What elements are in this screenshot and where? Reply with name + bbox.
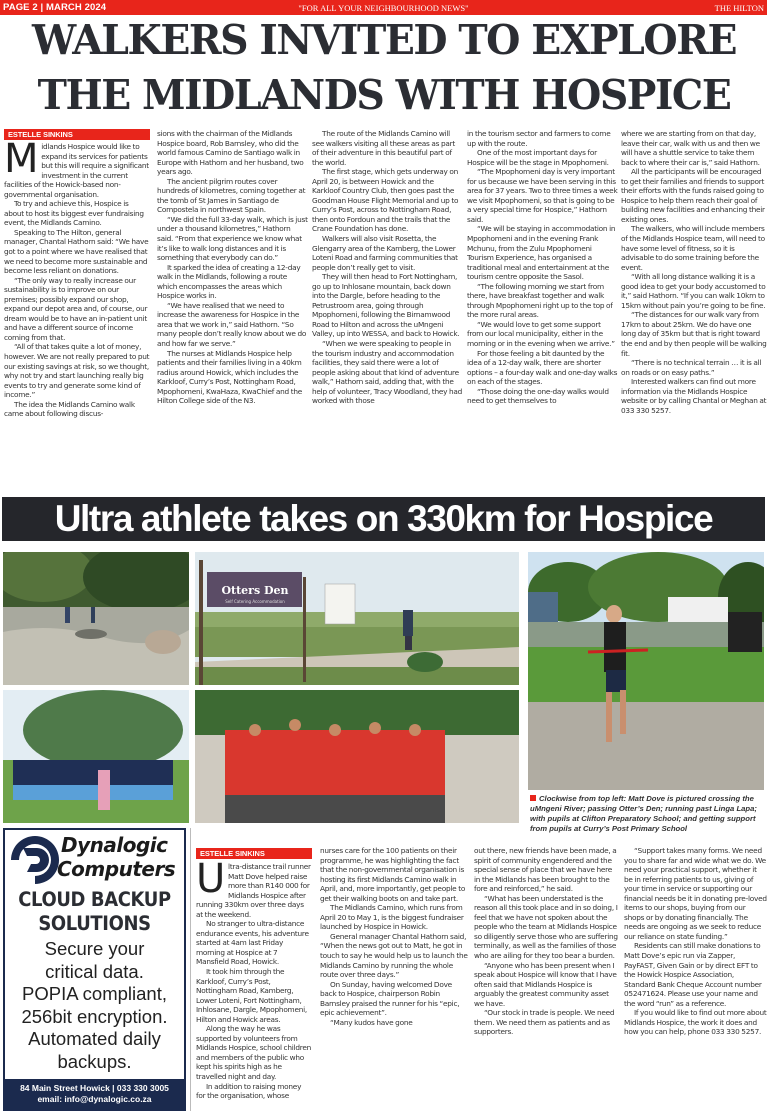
photo-linga-lapa (528, 552, 764, 790)
story2-headline: Ultra athlete takes on 330km for Hospice (2, 497, 765, 541)
otters-den-image (195, 552, 519, 685)
advert-address-phone: 84 Main Street Howick | 033 330 3005 (20, 1083, 169, 1093)
page-date: PAGE 2 | MARCH 2024 (3, 2, 107, 13)
advert-headline-2: SOLUTIONS (38, 912, 151, 935)
paragraph: “Many kudos have gone (330, 1017, 413, 1027)
paragraph: The route of the Midlands Camino will see walkers visiting all these areas as part of their adventure in this beautiful part of the world. (312, 129, 456, 167)
advert-body: Secure your critical data. POPIA compliant, 256bit encryption. Automated daily backups. (21, 938, 168, 1072)
paragraph: “We did the full 33-day walk, which is just under a thousand kilometres,” Hathorn said. “From that experience we know what it’s like to walk long distances and it is something that everybody can do.” (157, 214, 308, 263)
paragraph: If you would like to find out more about Midlands Hospice, the work it does and how you can help, phone 033 330 5257. (624, 1008, 767, 1037)
paragraph: It took him through the Karkloof, Curry’s Post, Nottingham Road, Kamberg, Lower Loteni, Fort Nottingham, Inhlosane, Dargle, Mpophomeni, Hilton and Howick areas. (196, 967, 308, 1024)
brand-line-2: Computers (57, 857, 176, 881)
paragraph: “Our stock in trade is people. We need them. We need them as patients and as supporters. (474, 1008, 615, 1037)
paper-name: THE HILTON (714, 2, 764, 13)
advert-contact-footer (5, 1079, 184, 1109)
paragraph: The nurses at Midlands Hospice help patients and their families living in a 40km radius around Howick, which includes the Karkloof, Curry’s Post, Nottingham Road, Mpophomeni, KwaHaza, KwaChief and the Hilton College side of the N3. (157, 348, 303, 406)
paragraph: Along the way he was supported by volunteers from Midlands Hospice, school children and members of the public who kept his spirits high as he travelled night and day. (196, 1024, 312, 1082)
story1-column-5 (621, 129, 767, 496)
paragraph: “We have realised that we need to increase the awareness for Hospice in the area that we work in,” said Hathorn. “So many people don’t really know about we do and how far we serve.” (157, 300, 307, 349)
story1-byline: ESTELLE SINKINS (4, 129, 150, 140)
photo-river-crossing (3, 552, 189, 685)
caption-marker-icon (530, 795, 536, 801)
paragraph: It sparked the idea of creating a 12-day walk in the Midlands, following a route which encompasses the areas which Hospice works in. (157, 262, 301, 301)
paragraph: Speaking to The Hilton, general manager, Chantal Hathorn said: “We have got to a point where we have realised that we need to become more sustainable and become less reliant on donations. (4, 227, 149, 276)
paragraph: Interested walkers can find out more information via the Midlands Hospice website or by calling Chantal or Meghan at 033 330 5257. (621, 377, 767, 415)
story1-column-3 (312, 129, 463, 496)
brand-line-1: Dynalogic (61, 833, 168, 857)
paragraph: No stranger to ultra-distance endurance events, his adventure started at 4am last Friday morning at Hospice at 7 Mansfield Road, Howick. (196, 919, 309, 967)
paragraph: sions with the chairman of the Midlands Hospice board, Rob Barnsley, who did the world famous Camino de Santiago walk in Europe with Hathorn and her husband, two years ago. (157, 129, 304, 177)
paragraph: The Midlands Camino, which runs from April 20 to May 1, is the biggest fundraiser launched by Hospice in Howick. (320, 903, 464, 932)
paragraph: For those feeling a bit daunted by the idea of a 12-day walk, there are shorter options – a four-day walk and one-day walks on each of the stages. (467, 348, 618, 387)
dynalogic-advert[interactable] (3, 828, 186, 1111)
svg-text:Self Catering Accommodation: Self Catering Accommodation (225, 599, 285, 604)
linga-lapa-image (528, 552, 764, 790)
currys-post-pupils-image (195, 690, 519, 823)
paragraph: They will then head to Fort Nottingham, go up to Inhlosane mountain, back down into the Dargle, before heading to the Petrustroom area, going through Mpophomeni, following the Birnamwood Road to Hilton and across the uMngeni Valley, up into WESSA, and back to Howick. (312, 272, 460, 339)
paragraph: “Anyone who has been present when I speak about Hospice will know that I have often said that Midlands Hospice is arguably the greatest community asset we have. (474, 960, 617, 1008)
paragraph: General manager Chantal Hathorn said, “When the news got out to Matt, he got in touch to say he would help us to launch the Midlands Camino by running the whole route over three days.” (320, 931, 468, 980)
paragraph: “All of that takes quite a lot of money, however. We are not really prepared to put our existing savings at risk, so we thought, why not try and start launching really big events to try and generate some kind of income.” (4, 342, 150, 400)
paragraph: “The Mpophomeni day is very important for us because we have been serving in this area for 37 years. Two to three times a week we visit Mpophomeni, so that is going to be a very special time for Hospice,” Hathorn said. (467, 167, 618, 224)
svg-text:Otters Den: Otters Den (221, 584, 289, 597)
story1-column-4 (467, 129, 618, 496)
paragraph: out there, new friends have been made, a spirit of community engendered and the special sense of place that we have here in the Midlands has been brought to the fore and reinforced,” he said. (474, 846, 617, 894)
masthead-bar (0, 0, 767, 15)
paragraph: “When we were speaking to people in the tourism industry and accommodation facilities, they said there were a lot of people asking about that kind of adventure walk,” Hathorn said, adding that, with the help of volunteer, Tracy Woodland, they had worked with those (312, 339, 463, 406)
paragraph: “We would love to get some support from our local municipality, either in the morning or in the evening when we arrive.” (467, 319, 615, 349)
paragraph: In addition to raising money for the organisation, whose (196, 1081, 302, 1101)
photo-currys-post-pupils (195, 690, 519, 823)
photo-clifton-pupils (3, 690, 189, 823)
paragraph: To try and achieve this, Hospice is about to host its biggest ever fundraising event, the Midlands Camino. (4, 199, 144, 228)
paragraph: “The only way to really increase our sustainability is to improve on our premises; possibly expand our shop, expand our depot area and, of course, our dream would be to have an in-patient unit and have a different source of income coming from that. (4, 275, 148, 342)
paragraph: On Sunday, having welcomed Dove back to Hospice, chairperson Robin Barnsley praised the runner for his “epic, epic achievement”. (320, 979, 460, 1018)
paragraph: “Support takes many forms. We need you to share far and wide what we do. We need your practical support, whether it be in referring patients to us, giving of your time in service or supporting our financial needs be it in donating pre-loved items to our shops, buying from our shops or by donating financially. The needs are ongoing as we seek to reduce our reliance on state funding.” (624, 846, 767, 941)
story2-byline: ESTELLE SINKINS (196, 848, 312, 859)
paragraph: The ancient pilgrim routes cover hundreds of kilometres, coming together at the tomb of St James in Santiago de Compostela in northwest Spain. (157, 176, 306, 215)
advert-email[interactable]: email: info@dynalogic.co.za (37, 1094, 152, 1104)
clifton-pupils-image (3, 690, 189, 823)
photo-otters-den (195, 552, 519, 685)
story2-column-3 (474, 846, 620, 1113)
paragraph: nurses care for the 100 patients on their programme, he was highlighting the fact that the non-governmental organisation is hosting its first Midlands Camino walk in April, and, more importantly, get people to get their walking boots on and take part. (320, 846, 466, 903)
dropcap: U (196, 862, 226, 902)
paragraph: The first stage, which gets underway on April 20, is between Howick and the Karkloof Country Club, then goes past the Goodman House Flight Memorial and up to Curry’s Post, across to Nottingham Road, then onto Fordoun and the trails that the Crane Foundation has done. (312, 167, 459, 234)
story2-column-1 (196, 862, 312, 1113)
paragraph: “There is no technical terrain … it is all on roads or on easy paths.” (621, 358, 762, 377)
paragraph: All the participants will be encouraged to get their families and friends to support their efforts with the funds raised going to Hospice to help them reach their goal of building new facilities and enhancing their existing ones. (621, 167, 765, 224)
paragraph: “The following morning we start from there, have breakfast together and walk through Mpophomeni right up to the top of the more rural areas. (467, 281, 613, 320)
paragraph: “With all long distance walking it is a good idea to get your body accustomed to it,” said Hathorn. “If you can walk 10km to 15km without pain you’re going to be fine. (621, 272, 766, 310)
story1-column-2 (157, 129, 308, 496)
story2-column-4 (624, 846, 767, 1113)
paragraph: One of the most important days for Hospice will be the stage in Mpophomeni. (467, 148, 609, 167)
column-divider (190, 828, 191, 1111)
slogan: "FOR ALL YOUR NEIGHBOURHOOD NEWS" (298, 2, 469, 13)
paragraph: idlands Hospice would like to expand its services for patients but this will require a significant investment in the current facilities of the Howick-based non-governmental organisation. (4, 142, 149, 199)
dropcap: M (4, 142, 39, 182)
river-crossing-image (3, 552, 189, 685)
paragraph: “Those doing the one-day walks would need to get themselves to (467, 386, 609, 406)
paragraph: Residents can still make donations to Matt Dove’s epic run via Zapper, PayFAST, Given Gain or by direct EFT to the Howick Hospice Association, Standard Bank Cheque Account number 052471624. Please use your name and the word “run” as a reference. (624, 941, 762, 1008)
story2-column-2 (320, 846, 468, 1113)
story1-headline-line2: THE MIDLANDS WITH HOSPICE (37, 71, 731, 119)
paragraph: ltra-distance trail runner Matt Dove helped raise more than R140 000 for Midlands Hospice after running 330km over three days at the weekend. (196, 862, 311, 919)
paragraph: “What has been understated is the reason all this took place and in so doing, I feel that we have not spoken about the people who the team at Midlands Hospice so diligently serve those who are suffering terminally, as well as the families of those who are ailing for they too bear a burden. (474, 893, 618, 961)
paragraph: The idea the Midlands Camino walk came about following discus- (4, 399, 135, 419)
paragraph: where we are starting from on that day, leave their car, walk with us and then we will have a shuttle service to take them back to where their car is,” said Hathorn. (621, 129, 760, 167)
paragraph: “The distances for our walk vary from 17km to about 25km. We do have one long day of 35km but that is right toward the end and by then people will be walking fit. (621, 310, 767, 358)
photo-caption: Clockwise from top left: Matt Dove is pictured crossing the uMngeni River; passing Otter’s Den; running past Linga Lapa; with pupils at Clifton Preparatory School; and getting support from pupils at Curry’s Post Primary School (530, 794, 757, 833)
advert-headline-1: CLOUD BACKUP (18, 888, 171, 911)
paragraph: The walkers, who will include members of the Midlands Hospice team, will need to have some level of fitness, so it is advisable to do some training before the event. (621, 224, 765, 272)
paragraph: in the tourism sector and farmers to come up with the route. (467, 129, 611, 148)
story1-headline-line1: WALKERS INVITED TO EXPLORE (31, 16, 737, 64)
story1-column-1 (4, 142, 150, 496)
paragraph: Walkers will also visit Rosetta, the Glengarry area of the Kamberg, the Lower Loteni Road and farming communities that people don’t really get to visit. (312, 234, 458, 272)
paragraph: “We will be staying in accommodation in Mpophomeni and in the evening Frank Mchunu, from the Zulu Mpophomeni Tourism Experience, has organised a traditional meal and entertainment at the tourism centre opposite the Sasol. (467, 224, 616, 282)
